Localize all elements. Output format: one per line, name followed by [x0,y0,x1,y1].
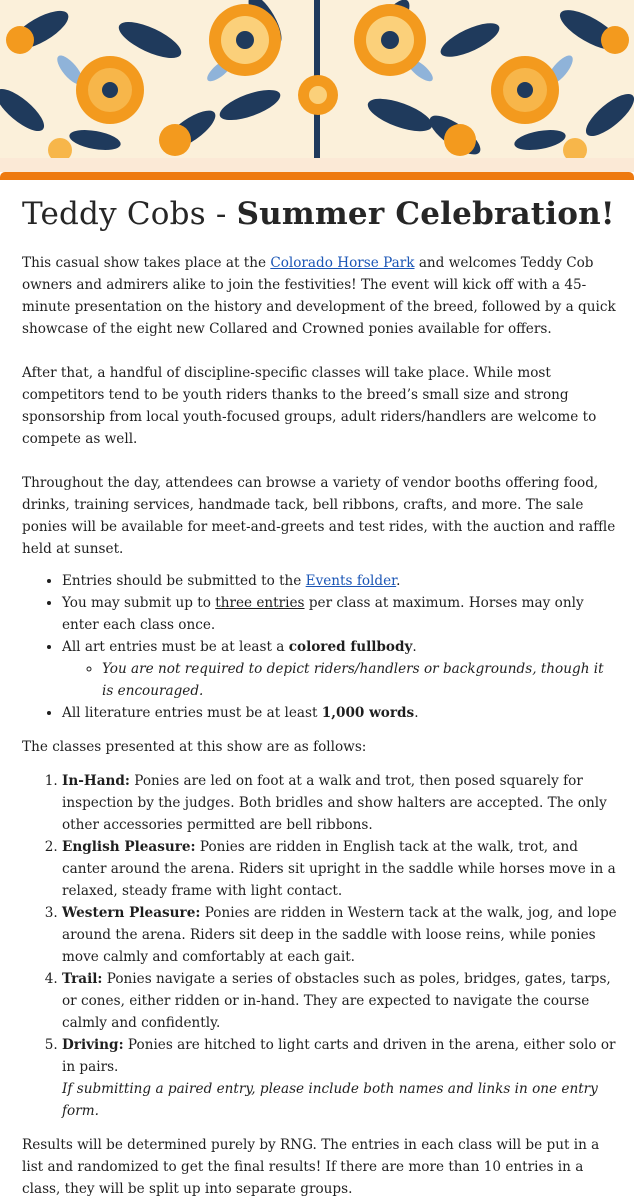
banner-border [0,158,634,172]
events-folder-link[interactable]: Events folder [305,573,397,589]
classes-intro: The classes presented at this show are as follows: [22,739,367,755]
colorado-horse-park-link[interactable]: Colorado Horse Park [270,255,415,271]
class-item: 4. Trail: Ponies navigate a series of obstacles such as poles, bridges, gates, tarps, or cones, either ridden or in-hand. They are expected to navigate the course calmly and confidently. [62,968,618,1034]
results-paragraph: Results will be determined purely by RNG. The entries in each class will be put in a list and randomized to get the final results! If there are more than 10 entries in a class, they will be split up into separate groups. [22,1137,600,1197]
floral-pattern-icon [0,0,634,158]
class-item: 5. Driving: Ponies are hitched to light carts and driven in the arena, either solo or in pairs. If submitting a paired entry, please include both names and links in one entry form. [62,1034,618,1122]
class-item: 1. In-Hand: Ponies are led on foot at a walk and trot, then posed squarely for inspection by the judges. Both bridles and show halters are accepted. The only other accessories permitted are bell ribbons. [62,770,618,836]
page-title: Teddy Cobs - Summer Celebration! [22,196,615,232]
accent-bar [0,172,634,180]
class-item: 3. Western Pleasure: Ponies are ridden in Western tack at the walk, jog, and lope around the arena. Riders sit deep in the saddle with loose reins, while ponies move calmly and comfortably at each gait. [62,902,618,968]
rule-literature-entries: • All literature entries must be at least 1,000 words. [62,702,618,724]
floral-banner [0,0,634,158]
vendors-paragraph: Throughout the day, attendees can browse a variety of vendor booths offering food, drinks, training services, handmade tack, bell ribbons, crafts, and more. The sale ponies will be available for meet-and-greets and test rides, with the auction and raffle held at sunset. [22,475,616,557]
rules-sublist [62,658,618,702]
driving-note: If submitting a paired entry, please include both names and links in one entry form. [62,1081,598,1119]
intro-paragraph: This casual show takes place at the Colorado Horse Park and welcomes Teddy Cob owners and admirers alike to join the festivities! The event will kick off with a 45-minute presentation on the history and development of the breed, followed by a quick showcase of the eight new Collared and Crowned ponies available for offers. [22,255,616,337]
rule-art-note: ◦ You are not required to depict riders/handlers or backgrounds, though it is encouraged. [102,658,618,702]
event-post [22,190,618,1200]
rule-art-entries: • All art entries must be at least a colored fullbody. ◦ You are not required to depict riders/handlers or backgrounds, though it is encouraged. [62,636,618,702]
rules-list [22,570,618,724]
rule-entry-limit: • You may submit up to three entries per class at maximum. Horses may only enter each class once. [62,592,618,636]
rule-submission: • Entries should be submitted to the Events folder. [62,570,618,592]
classes-list [22,770,618,1122]
disciplines-paragraph: After that, a handful of discipline-specific classes will take place. While most competitors tend to be youth riders thanks to the breed’s small size and strong sponsorship from local youth-focused groups, adult riders/handlers are welcome to compete as well. [22,365,597,447]
class-item: 2. English Pleasure: Ponies are ridden in English tack at the walk, trot, and canter around the arena. Riders sit upright in the saddle while horses move in a relaxed, steady frame with light contact. [62,836,618,902]
